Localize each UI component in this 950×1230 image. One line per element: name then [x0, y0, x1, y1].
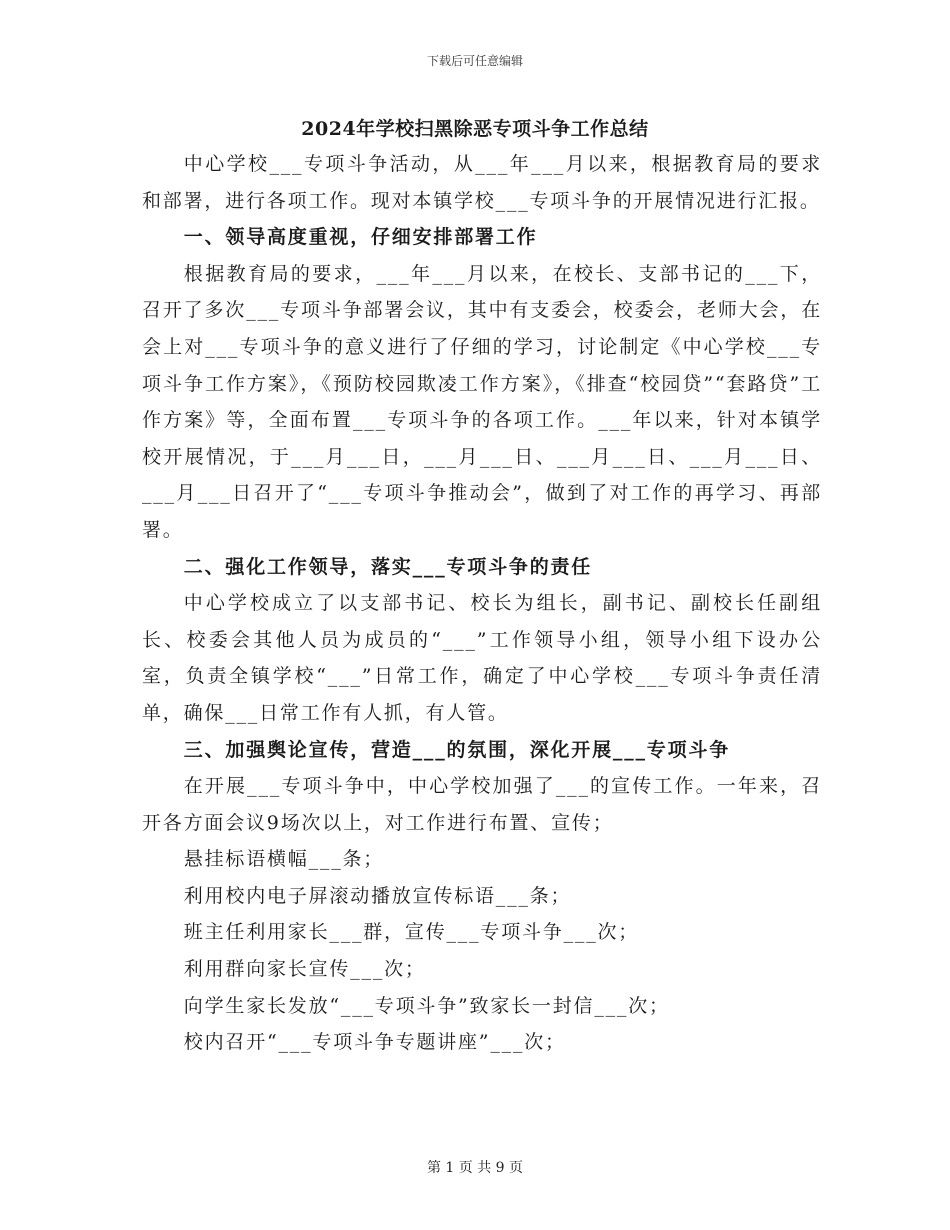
section-1-heading: 一、领导高度重视，仔细安排部署工作 — [183, 226, 538, 249]
section-3-paragraph-4: 班主任利用家长___群，宣传___专项斗争___次； — [183, 921, 640, 944]
section-3-paragraph-1: 在开展___专项斗争中，中心学校加强了___的宣传工作。一年来，召开各方面会议9场次以上，对工作进行布置、宣传； — [142, 775, 822, 834]
section-3-paragraph-6: 向学生家长发放“___专项斗争”致家长一封信___次； — [183, 994, 670, 1017]
page-header-note: 下载后可任意编辑 — [426, 54, 523, 68]
section-2-paragraph-1: 中心学校成立了以支部书记、校长为组长，副书记、副校长任副组长、校委会其他人员为成员的“___”工作领导小组，领导小组下设办公室，负责全镇学校“___”日常工作，确定了中心学校___专项斗争责任清单，确保___日常工作有人抓，有人管。 — [142, 592, 822, 724]
section-3-paragraph-5: 利用群向家长宣传___次； — [183, 958, 426, 981]
intro-paragraph: 中心学校___专项斗争活动，从___年___月以来，根据教育局的要求和部署，进行各项工作。现对本镇学校___专项斗争的开展情况进行汇报。 — [142, 153, 822, 212]
section-1-paragraph-1: 根据教育局的要求，___年___月以来，在校长、支部书记的___下，召开了多次___专项斗争部署会议，其中有支委会，校委会，老师大会，在会上对___专项斗争的意义进行了仔细的学习，讨论制定《中心学校___专项斗争工作方案》，《预防校园欺凌工作方案》，《排查“校园贷”“套路贷”工作方案》等，全面布置___专项斗争的各项工作。___年以来，针对本镇学校开展情况，于___月___日，___月___日、___月___日、___月___日、___月___日召开了“___专项斗争推动会”，做到了对工作的再学习、再部署。 — [142, 262, 822, 541]
document-title: 2024年学校扫黑除恶专项斗争工作总结 — [301, 118, 649, 140]
section-3-heading: 三、加强舆论宣传，营造___的氛围，深化开展___专项斗争 — [183, 738, 730, 761]
section-2-heading: 二、强化工作领导，落实___专项斗争的责任 — [183, 555, 593, 578]
document-body — [142, 146, 822, 1061]
section-3-paragraph-2: 悬挂标语横幅___条； — [183, 848, 385, 871]
page-number-footer: 第 1 页 共 9 页 — [426, 1160, 524, 1176]
section-3-paragraph-3: 利用校内电子屏滚动播放宣传标语___条； — [183, 884, 572, 907]
section-3-paragraph-7: 校内召开“___专项斗争专题讲座”___次； — [183, 1031, 566, 1054]
